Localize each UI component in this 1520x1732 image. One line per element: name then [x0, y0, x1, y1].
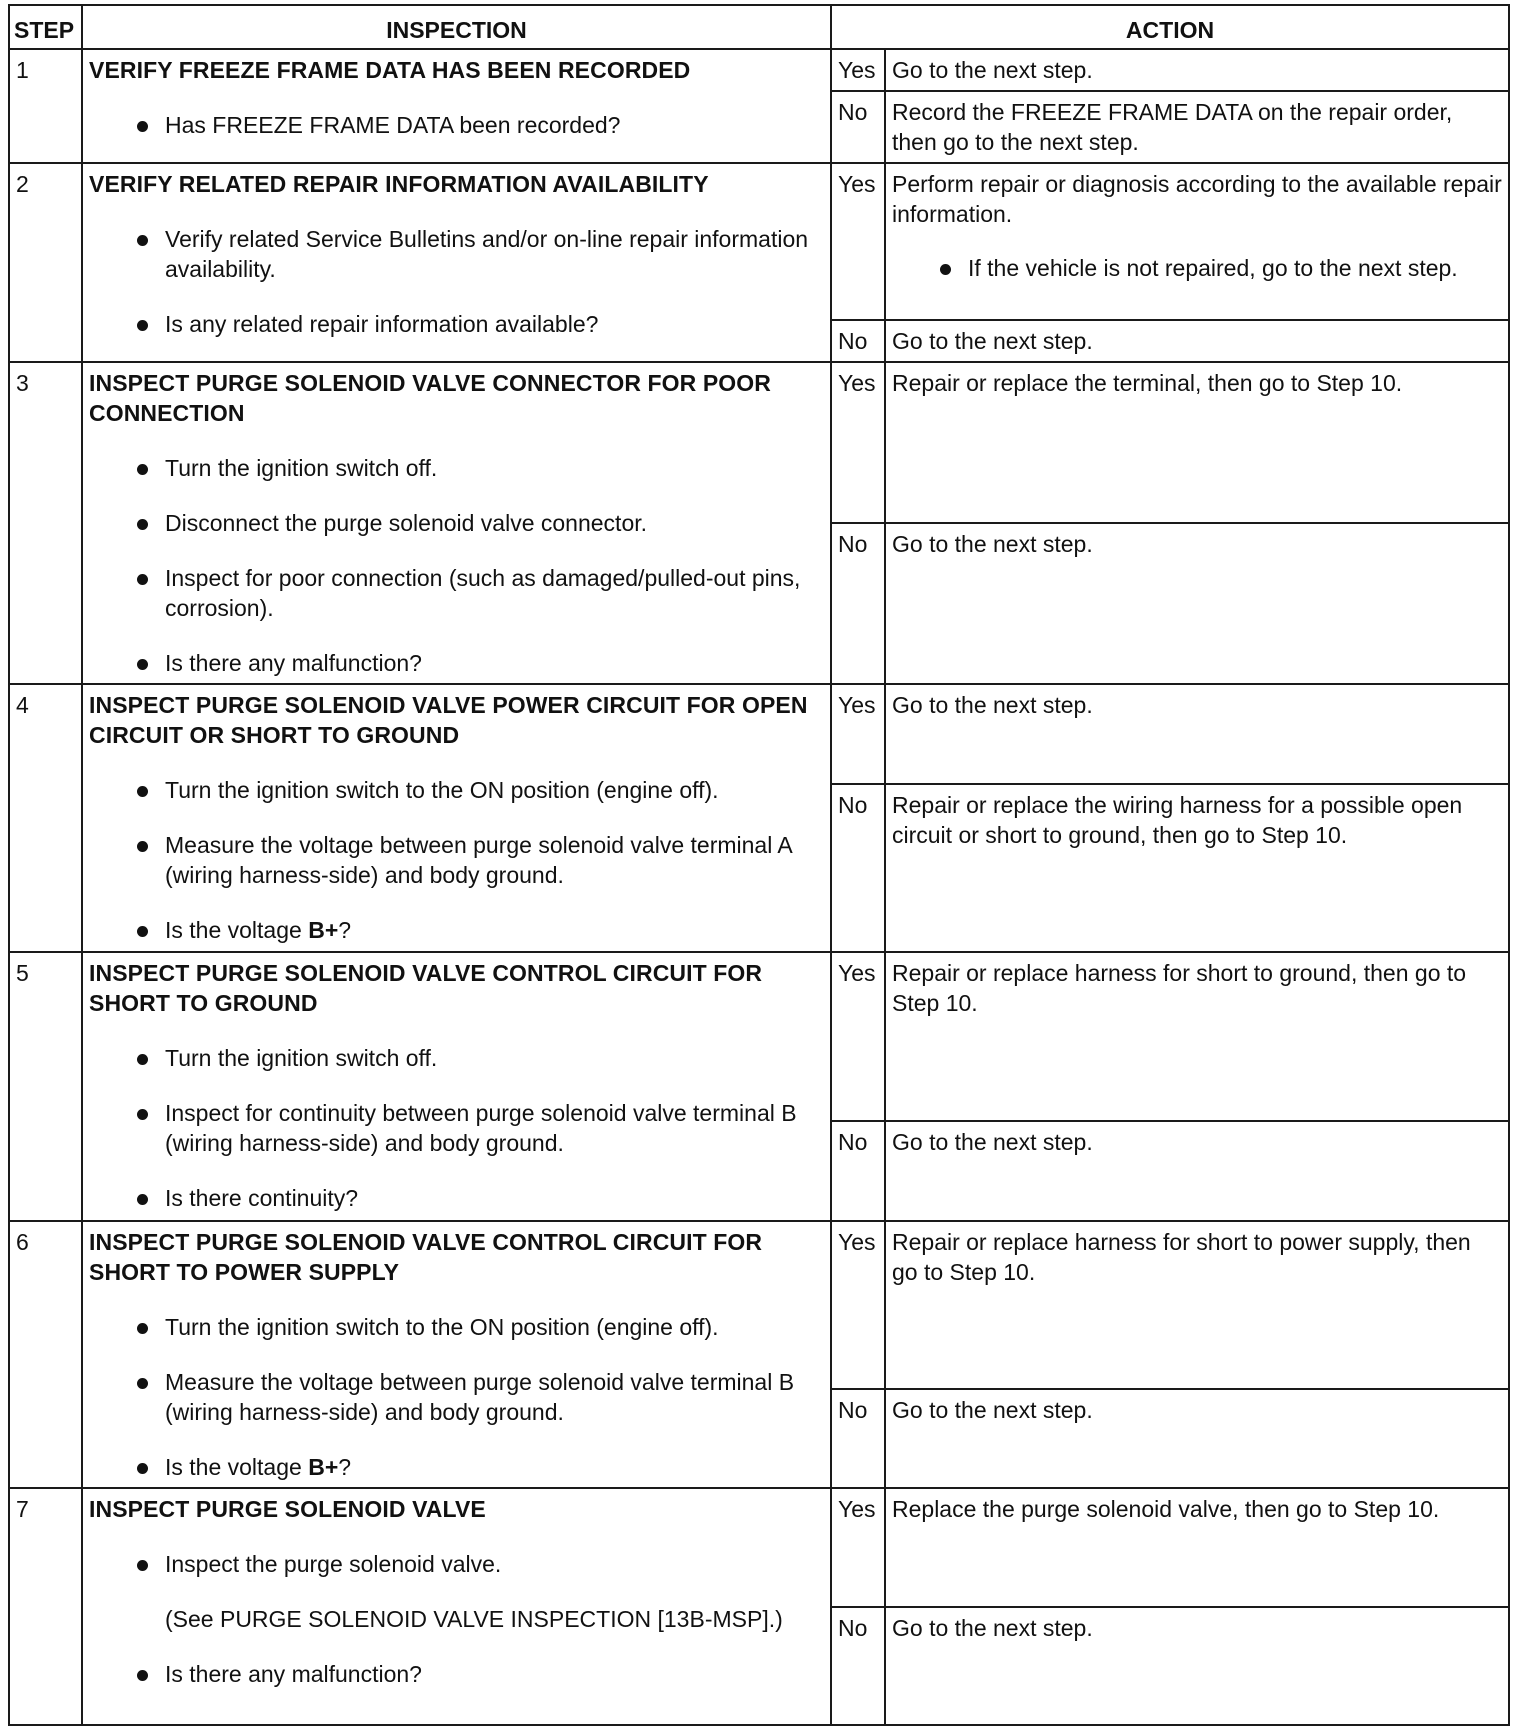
step-number: 6: [9, 1221, 82, 1488]
step-number: 3: [9, 362, 82, 684]
no-label: No: [831, 320, 885, 362]
bullet-item: Verify related Service Bulletins and/or on-line repair information availability.: [89, 224, 824, 284]
step-title: INSPECT PURGE SOLENOID VALVE: [89, 1495, 486, 1522]
bullet-list: [89, 1312, 824, 1482]
yes-label: Yes: [831, 163, 885, 320]
bullet-list: [89, 110, 824, 140]
bullet-item: Inspect the purge solenoid valve.: [89, 1549, 824, 1579]
sub-bullet-list: [892, 253, 1502, 283]
step-inspection: [82, 362, 831, 684]
yes-action-text: Perform repair or diagnosis according to the available repair information.: [892, 171, 1502, 228]
bullet-item: Is the voltage B+?: [89, 915, 824, 945]
bullet-list: [89, 453, 824, 678]
step-inspection: [82, 1221, 831, 1488]
no-action: Go to the next step.: [885, 523, 1509, 684]
bullet-item: Turn the ignition switch to the ON position (engine off).: [89, 775, 824, 805]
sub-bullet-item: If the vehicle is not repaired, go to the next step.: [892, 253, 1502, 283]
step-title: VERIFY FREEZE FRAME DATA HAS BEEN RECORDED: [89, 57, 691, 84]
reference-note: (See PURGE SOLENOID VALVE INSPECTION [13B-MSP].): [165, 1605, 783, 1632]
yes-label: Yes: [831, 1488, 885, 1607]
step-inspection: [82, 952, 831, 1220]
yes-action: Go to the next step.: [885, 49, 1509, 91]
bullet-item: Is any related repair information available?: [89, 309, 824, 339]
yes-label: Yes: [831, 49, 885, 91]
yes-label: Yes: [831, 362, 885, 523]
step-number: 1: [9, 49, 82, 163]
step-title: INSPECT PURGE SOLENOID VALVE CONNECTOR FOR POOR CONNECTION: [89, 370, 771, 427]
yes-label: Yes: [831, 1221, 885, 1389]
yes-action: Repair or replace the terminal, then go to Step 10.: [885, 362, 1509, 523]
step-3-yes-row: [9, 362, 1509, 523]
bullet-list: [89, 775, 824, 945]
bullet-item: Is there continuity?: [89, 1183, 824, 1213]
no-action: Go to the next step.: [885, 1121, 1509, 1221]
step-inspection: [82, 163, 831, 362]
yes-label: Yes: [831, 952, 885, 1120]
step-number: 2: [9, 163, 82, 362]
yes-action: [885, 163, 1509, 320]
bullet-list: [89, 1043, 824, 1213]
diagnostic-table: [8, 4, 1510, 1726]
no-label: No: [831, 91, 885, 163]
yes-action: Repair or replace harness for short to ground, then go to Step 10.: [885, 952, 1509, 1120]
no-label: No: [831, 1607, 885, 1725]
header-step: STEP: [9, 5, 82, 49]
step-1-yes-row: [9, 49, 1509, 91]
bullet-item: Measure the voltage between purge solenoid valve terminal B (wiring harness-side) and body ground.: [89, 1367, 824, 1427]
step-title: INSPECT PURGE SOLENOID VALVE CONTROL CIRCUIT FOR SHORT TO POWER SUPPLY: [89, 1228, 763, 1285]
step-inspection: [82, 1488, 831, 1725]
step-5-yes-row: [9, 952, 1509, 1120]
no-action: Repair or replace the wiring harness for a possible open circuit or short to ground, then go to Step 10.: [885, 784, 1509, 952]
bullet-item: Turn the ignition switch off.: [89, 1043, 824, 1073]
bullet-item: Is the voltage B+?: [89, 1452, 824, 1482]
step-4-yes-row: [9, 684, 1509, 784]
step-inspection: [82, 49, 831, 163]
bullet-list: [89, 1549, 824, 1689]
step-inspection: [82, 684, 831, 952]
step-number: 5: [9, 952, 82, 1220]
yes-label: Yes: [831, 684, 885, 784]
bullet-item: Inspect for poor connection (such as damaged/pulled-out pins, corrosion).: [89, 563, 824, 623]
no-action: Record the FREEZE FRAME DATA on the repair order, then go to the next step.: [885, 91, 1509, 163]
no-label: No: [831, 1121, 885, 1221]
no-action: Go to the next step.: [885, 320, 1509, 362]
no-action: Go to the next step.: [885, 1607, 1509, 1725]
bullet-item: Turn the ignition switch to the ON position (engine off).: [89, 1312, 824, 1342]
step-title: INSPECT PURGE SOLENOID VALVE CONTROL CIRCUIT FOR SHORT TO GROUND: [89, 960, 763, 1017]
no-label: No: [831, 784, 885, 952]
bullet-item: Is there any malfunction?: [89, 1659, 824, 1689]
bullet-item: Turn the ignition switch off.: [89, 453, 824, 483]
bullet-item: Is there any malfunction?: [89, 648, 824, 678]
step-2-yes-row: [9, 163, 1509, 320]
yes-action: Go to the next step.: [885, 684, 1509, 784]
step-title: VERIFY RELATED REPAIR INFORMATION AVAILABILITY: [89, 171, 709, 198]
header-action: ACTION: [831, 5, 1509, 49]
step-7-yes-row: [9, 1488, 1509, 1607]
no-action: Go to the next step.: [885, 1389, 1509, 1488]
step-title: INSPECT PURGE SOLENOID VALVE POWER CIRCUIT FOR OPEN CIRCUIT OR SHORT TO GROUND: [89, 692, 808, 749]
step-number: 7: [9, 1488, 82, 1725]
bullet-item: Measure the voltage between purge solenoid valve terminal A (wiring harness-side) and body ground.: [89, 830, 824, 890]
bullet-item: Inspect for continuity between purge solenoid valve terminal B (wiring harness-side) and body ground.: [89, 1098, 824, 1158]
header-row: [9, 5, 1509, 49]
step-number: 4: [9, 684, 82, 952]
yes-action: Repair or replace harness for short to power supply, then go to Step 10.: [885, 1221, 1509, 1389]
bullet-list: [89, 224, 824, 339]
bullet-item: Has FREEZE FRAME DATA been recorded?: [89, 110, 824, 140]
step-6-yes-row: [9, 1221, 1509, 1389]
header-inspection: INSPECTION: [82, 5, 831, 49]
bullet-item: Disconnect the purge solenoid valve connector.: [89, 508, 824, 538]
no-label: No: [831, 523, 885, 684]
no-label: No: [831, 1389, 885, 1488]
yes-action: Replace the purge solenoid valve, then go to Step 10.: [885, 1488, 1509, 1607]
